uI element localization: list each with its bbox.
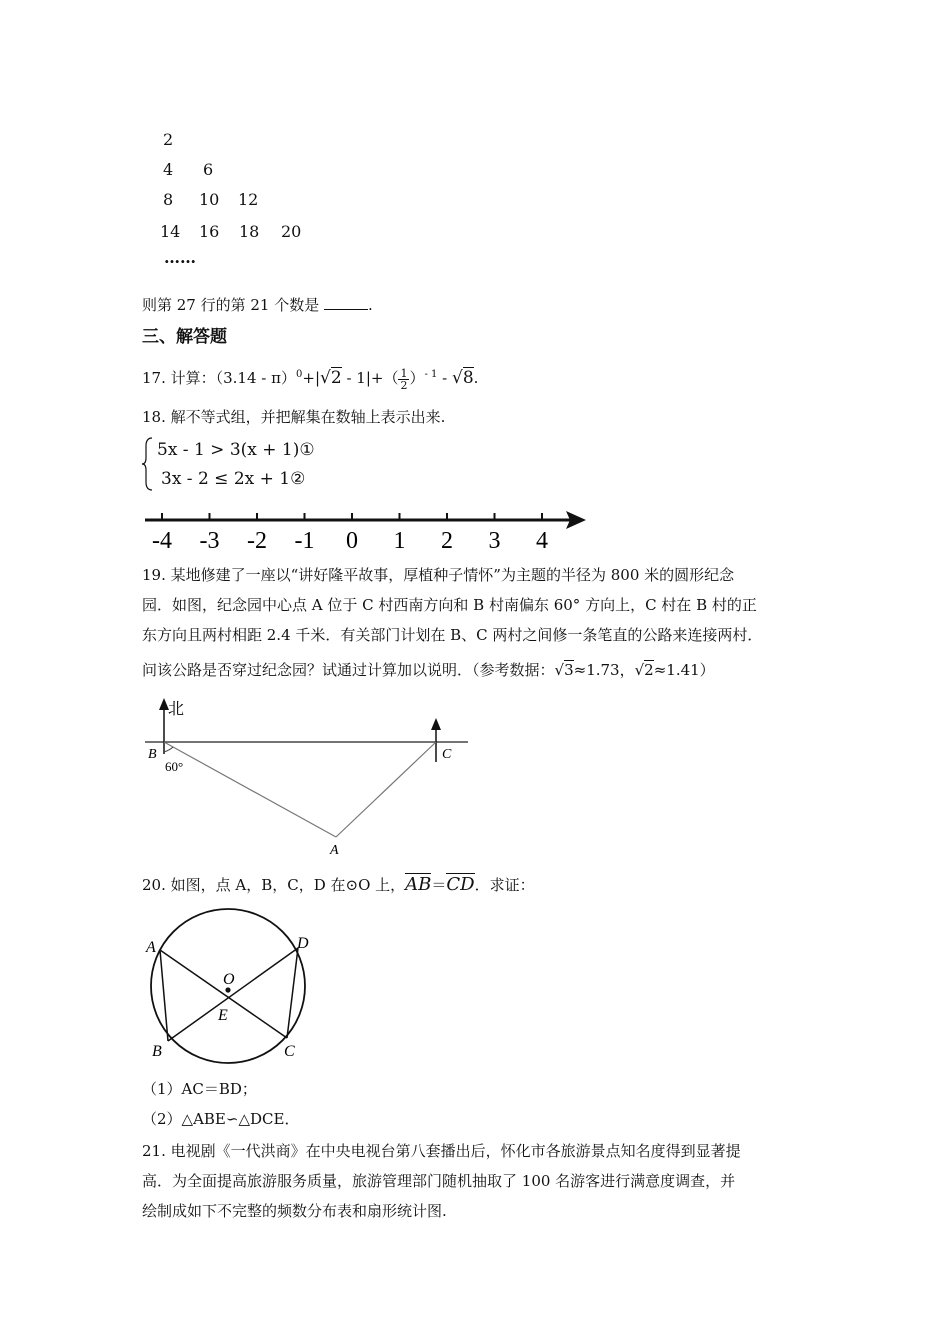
chord-dc	[287, 948, 298, 1038]
frac-den: 2	[400, 378, 408, 392]
q20-post: ．求证：	[474, 876, 535, 894]
q19-line: 19. 某地修建了一座以“讲好隆平故事，厚植种子情怀”为主题的半径为 800 米的圆形纪念	[142, 566, 735, 584]
q17-minus: -	[437, 369, 452, 387]
triangle-cell: 10	[199, 190, 220, 209]
sqrt-icon: √	[320, 368, 331, 388]
label-d: D	[297, 935, 309, 952]
q20-figure	[140, 906, 320, 1064]
label-e: E	[218, 1007, 228, 1024]
chord-ac	[160, 950, 287, 1038]
triangle-cell: 14	[160, 222, 181, 241]
arc-ab: AB	[405, 874, 432, 895]
label-b: B	[152, 1043, 162, 1060]
axis-tick-label: 2	[441, 528, 453, 554]
angle-arc	[164, 747, 173, 752]
q17-minus1: - 1|+（	[341, 369, 399, 387]
inequality-2: 3x - 2 ≤ 2x + 1②	[161, 469, 306, 489]
triangle-cell: 18	[239, 222, 260, 241]
chord-bd	[168, 948, 298, 1041]
q17-paren: （3.14 - π）	[215, 369, 296, 387]
q16-end: .	[368, 296, 373, 314]
q17-fraction	[398, 368, 409, 391]
triangle-cell: 12	[238, 190, 259, 209]
label-b: B	[148, 747, 157, 762]
q19-line: 东方向且两村相距 2.4 千米．有关部门计划在 B、C 两村之间修一条笔直的公路来连接两村．	[142, 626, 763, 644]
axis-tick-labels	[152, 528, 548, 554]
q19-approx1: ≈1.73，	[573, 661, 635, 679]
q17-close: ）	[409, 369, 425, 387]
q16-text: 则第 27 行的第 21 个数是	[142, 296, 320, 314]
q17-sqrt2: 2	[330, 368, 342, 388]
axis-tick-label: 0	[346, 528, 358, 554]
q19-approx2: ≈1.41）	[653, 661, 715, 679]
q19-sqrt2: 2	[644, 661, 654, 679]
center-dot	[225, 987, 230, 992]
arc-cd: CD	[446, 874, 475, 895]
answer-blank	[324, 295, 368, 310]
triangle-cell: 4	[163, 160, 174, 179]
q17-exp-neg1: - 1	[424, 369, 438, 380]
segment-ac	[336, 742, 436, 837]
q19-line: 园．如图，纪念园中心点 A 位于 C 村西南方向和 B 村南偏东 60° 方向上，C 村在 B 村的正	[142, 596, 757, 614]
label-a: A	[146, 939, 156, 956]
q20-pre: 20. 如图，点 A，B，C，D 在⊙O 上，	[142, 876, 406, 894]
q17-label: 17. 计算：	[142, 369, 216, 387]
brace-icon	[142, 436, 154, 492]
axis-tick-label: 1	[393, 528, 406, 554]
triangle-cell: 8	[163, 190, 174, 209]
label-angle: 60°	[165, 759, 184, 774]
axis-tick-label: -2	[247, 528, 267, 554]
arrow-up-icon	[431, 718, 441, 730]
triangle-ellipsis: ……	[164, 248, 196, 267]
number-line	[140, 506, 600, 556]
q20-part2: （2）△ABE∽△DCE．	[142, 1110, 300, 1128]
axis-tick-label: -1	[294, 528, 315, 554]
q16-tail	[142, 294, 822, 316]
q17-exp0: 0	[296, 369, 303, 380]
q17-abs-open: +|	[302, 369, 320, 387]
q20-text	[142, 874, 822, 896]
triangle-cell: 2	[163, 130, 174, 149]
sqrt-icon: √	[452, 368, 463, 388]
q21-line: 高．为全面提高旅游服务质量，旅游管理部门随机抽取了 100 名游客进行满意度调查，并	[142, 1172, 736, 1190]
frac-num: 1	[400, 366, 408, 380]
q17-end: .	[473, 369, 479, 387]
inequality-1: 5x - 1 > 3(x + 1)①	[157, 440, 315, 460]
q19-figure	[140, 694, 480, 858]
sqrt-icon: √	[554, 661, 565, 679]
triangle-cell: 20	[281, 222, 302, 241]
label-c: C	[442, 747, 452, 762]
triangle-cell: 16	[199, 222, 220, 241]
q18-text: 18. 解不等式组，并把解集在数轴上表示出来.	[142, 408, 446, 426]
label-north: 北	[168, 701, 185, 718]
q17-sqrt8: 8	[462, 368, 474, 388]
q19-sqrt3: 3	[564, 661, 574, 679]
axis-tick-label: -4	[152, 528, 172, 554]
q21-line: 绘制成如下不完整的频数分布表和扇形统计图.	[142, 1202, 447, 1220]
label-o: O	[223, 971, 235, 988]
q20-eq: ＝	[431, 876, 447, 894]
axis-tick-label: 4	[536, 528, 548, 554]
q17	[142, 364, 822, 391]
axis-tick-label: 3	[488, 528, 501, 554]
segment-ba	[164, 742, 336, 837]
q19-line4-text: 问该公路是否穿过纪念园？试通过计算加以说明．（参考数据：	[142, 661, 555, 679]
triangle-cell: 6	[203, 160, 214, 179]
q21-line: 21. 电视剧《一代洪商》在中央电视台第八套播出后，怀化市各旅游景点知名度得到显著提	[142, 1142, 741, 1160]
label-c: C	[284, 1043, 295, 1060]
q20-part1: （1）AC＝BD；	[142, 1080, 257, 1098]
axis-tick-label: -3	[199, 528, 220, 554]
sqrt-icon: √	[634, 661, 645, 679]
section-heading: 三、解答题	[142, 327, 227, 347]
q19-line	[142, 659, 822, 681]
label-a: A	[330, 843, 339, 858]
